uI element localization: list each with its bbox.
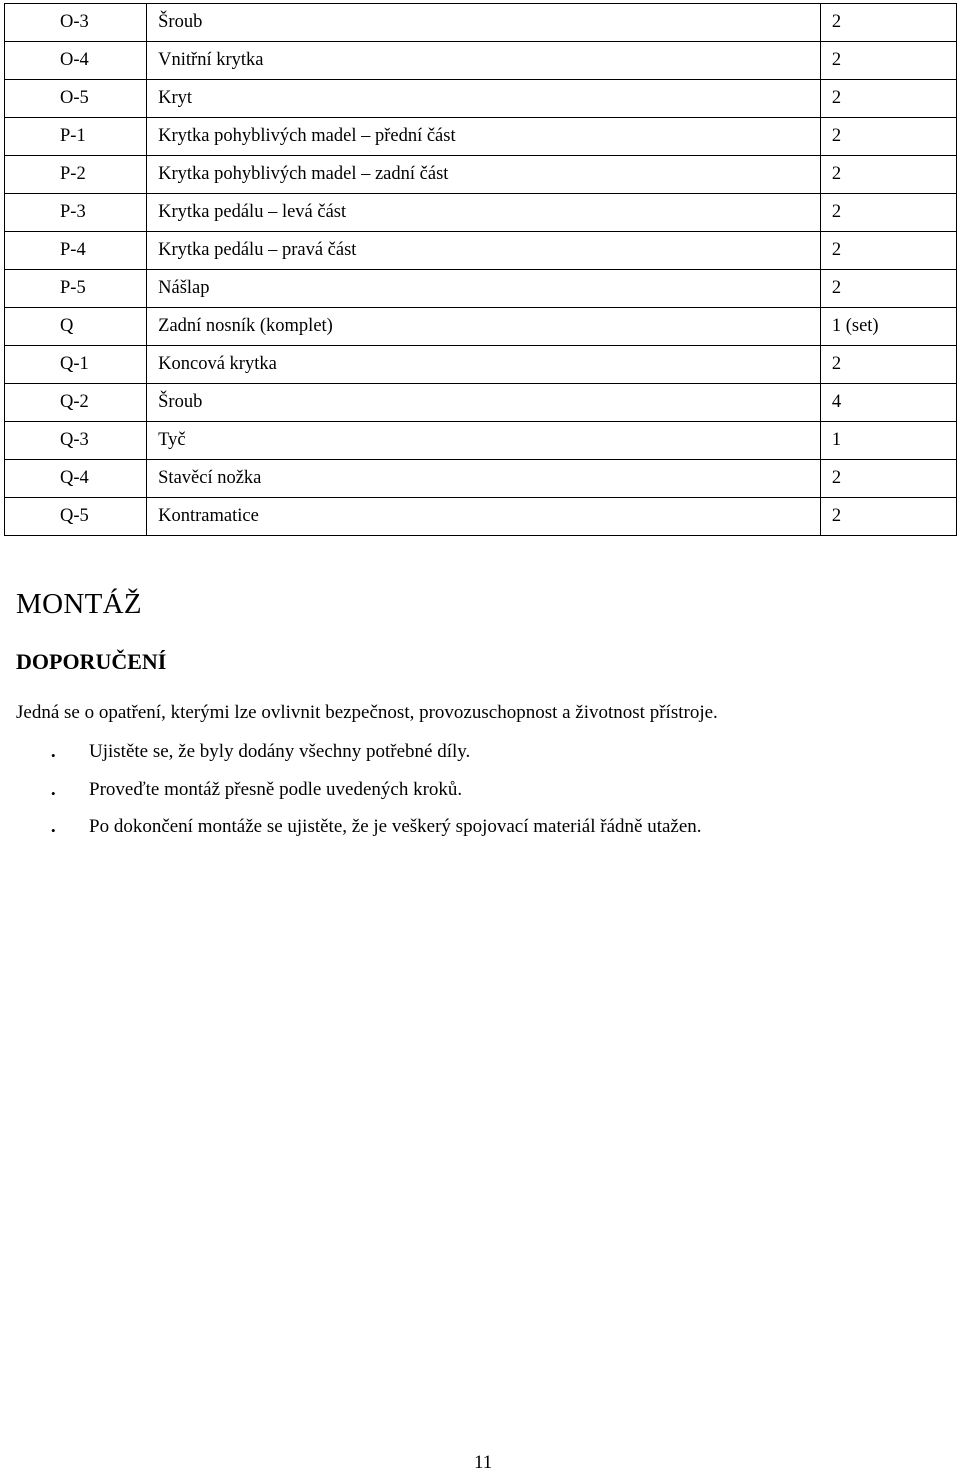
part-code-cell: Q-2: [5, 384, 147, 422]
part-qty-cell: 2: [820, 194, 956, 232]
part-name-cell: Šroub: [147, 384, 821, 422]
part-code-cell: Q-3: [5, 422, 147, 460]
part-name-cell: Zadní nosník (komplet): [147, 308, 821, 346]
parts-table: [4, 3, 957, 536]
part-name-cell: Kontramatice: [147, 498, 821, 536]
bullet-icon: •: [51, 785, 56, 801]
part-code-cell: P-4: [5, 232, 147, 270]
table-row: [5, 194, 957, 232]
part-name-cell: Koncová krytka: [147, 346, 821, 384]
section-subtitle: DOPORUČENÍ: [16, 649, 167, 674]
part-qty-cell: 1: [820, 422, 956, 460]
recommendation-list: [0, 741, 960, 854]
part-name-cell: Krytka pedálu – pravá část: [147, 232, 821, 270]
table-row: [5, 42, 957, 80]
part-code-cell: O-4: [5, 42, 147, 80]
bullet-icon: •: [51, 823, 56, 838]
part-name-cell: Krytka pedálu – levá část: [147, 194, 821, 232]
part-name-cell: Tyč: [147, 422, 821, 460]
table-row: [5, 156, 957, 194]
part-qty-cell: 2: [820, 460, 956, 498]
table-row: [5, 460, 957, 498]
part-name-cell: Vnitřní krytka: [147, 42, 821, 80]
part-name-cell: Stavěcí nožka: [147, 460, 821, 498]
section-title: MONTÁŽ: [16, 588, 142, 620]
table-row: [5, 422, 957, 460]
part-qty-cell: 2: [820, 232, 956, 270]
part-name-cell: Šroub: [147, 4, 821, 42]
part-name-cell: Nášlap: [147, 270, 821, 308]
part-code-cell: Q: [5, 308, 147, 346]
part-qty-cell: 2: [820, 156, 956, 194]
part-qty-cell: 2: [820, 118, 956, 156]
part-name-cell: Krytka pohyblivých madel – přední část: [147, 118, 821, 156]
parts-table-body: [5, 4, 957, 536]
list-item-text: Ujistěte se, že byly dodány všechny potřebné díly.: [89, 741, 471, 762]
part-qty-cell: 2: [820, 4, 956, 42]
part-name-cell: Krytka pohyblivých madel – zadní část: [147, 156, 821, 194]
table-row: [5, 384, 957, 422]
part-qty-cell: 2: [820, 80, 956, 118]
part-qty-cell: 2: [820, 346, 956, 384]
part-code-cell: P-5: [5, 270, 147, 308]
part-name-cell: Kryt: [147, 80, 821, 118]
part-code-cell: Q-5: [5, 498, 147, 536]
part-qty-cell: 4: [820, 384, 956, 422]
page-number: 11: [474, 1452, 493, 1473]
table-row: [5, 346, 957, 384]
part-code-cell: O-5: [5, 80, 147, 118]
part-qty-cell: 2: [820, 270, 956, 308]
part-code-cell: Q-1: [5, 346, 147, 384]
table-row: [5, 308, 957, 346]
table-row: [5, 270, 957, 308]
part-qty-cell: 1 (set): [820, 308, 956, 346]
part-qty-cell: 2: [820, 498, 956, 536]
part-code-cell: P-3: [5, 194, 147, 232]
list-item: [0, 779, 960, 817]
table-row: [5, 232, 957, 270]
part-code-cell: O-3: [5, 4, 147, 42]
part-qty-cell: 2: [820, 42, 956, 80]
table-row: [5, 498, 957, 536]
part-code-cell: P-2: [5, 156, 147, 194]
list-item-text: Po dokončení montáže se ujistěte, že je veškerý spojovací materiál řádně utažen.: [89, 816, 702, 837]
list-item: [0, 816, 960, 854]
intro-paragraph: Jedná se o opatření, kterými lze ovlivnit bezpečnost, provozuschopnost a životnost přístroje.: [16, 702, 718, 723]
part-code-cell: Q-4: [5, 460, 147, 498]
bullet-icon: •: [51, 748, 56, 763]
table-row: [5, 4, 957, 42]
list-item-text: Proveďte montáž přesně podle uvedených kroků.: [89, 778, 463, 800]
part-code-cell: P-1: [5, 118, 147, 156]
list-item: [0, 741, 960, 779]
table-row: [5, 80, 957, 118]
table-row: [5, 118, 957, 156]
